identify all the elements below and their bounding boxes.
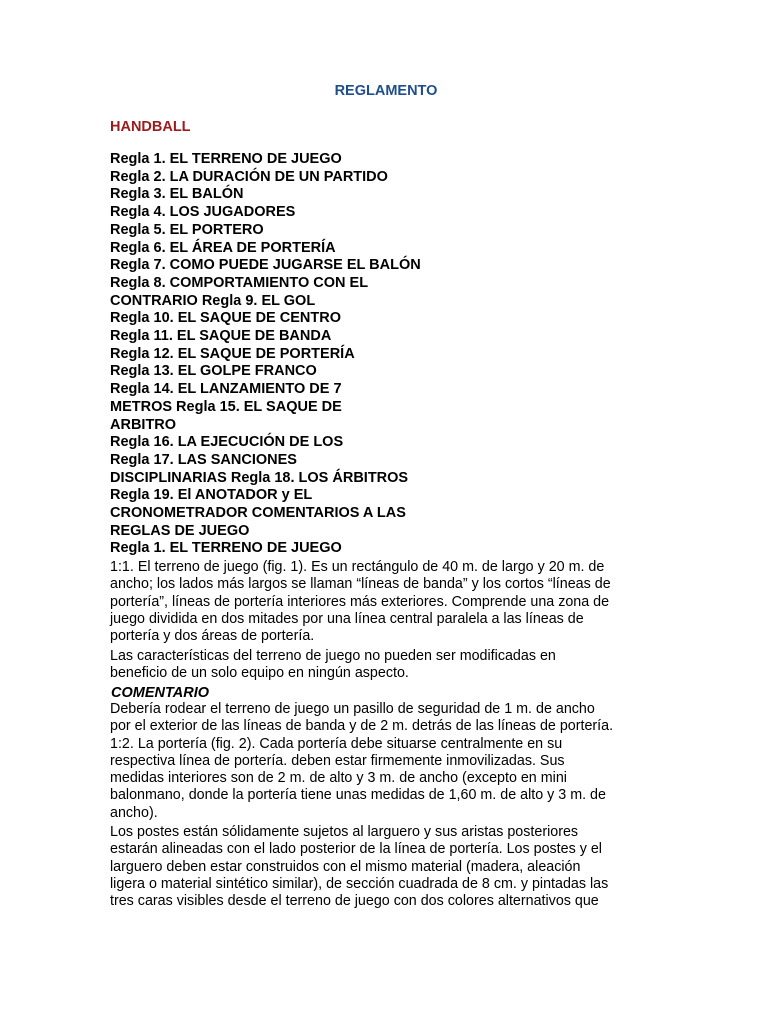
text-line: Debería rodear el terreno de juego un pasillo de seguridad de 1 m. de ancho [110,701,595,717]
text-line: tres caras visibles desde el terreno de juego con dos colores alternativos que [110,893,599,910]
paragraph-pasillo-porteria [110,701,658,822]
text-line: Los postes están sólidamente sujetos al larguero y sus aristas posteriores [110,824,579,840]
section-heading: HANDBALL [110,119,191,135]
rule-item: Regla 4. LOS JUGADORES [110,204,296,221]
rule-item: Regla 14. EL LANZAMIENTO DE 7 [110,381,342,398]
rule-item: ARBITRO [110,416,177,433]
paragraph-terreno [110,559,658,645]
document-title: REGLAMENTO [334,83,438,99]
text-line: Las características del terreno de juego no pueden ser modificadas en [110,648,556,664]
rule-item: Regla 1. EL TERRENO DE JUEGO [110,540,342,557]
text-line: 1:1. El terreno de juego (fig. 1). Es un rectángulo de 40 m. de largo y 20 m. de [110,559,605,575]
text-line: respectiva línea de portería. deben estar firmemente inmovilizadas. Sus [110,752,565,769]
rule-item: CRONOMETRADOR COMENTARIOS A LAS [110,505,406,522]
rule-item: Regla 6. EL ÁREA DE PORTERÍA [110,239,336,256]
text-line: ligera o material sintético similar), de sección cuadrada de 8 cm. y pintadas las [110,875,609,892]
text-line: portería y dos áreas de portería. [110,628,315,645]
rule-item: Regla 7. COMO PUEDE JUGARSE EL BALÓN [110,257,421,274]
rule-item: Regla 12. EL SAQUE DE PORTERÍA [110,345,355,362]
text-line: medidas interiores son de 2 m. de alto y 3 m. de ancho (excepto en mini [110,770,567,787]
rule-item: Regla 2. LA DURACIÓN DE UN PARTIDO [110,168,388,185]
rule-item: Regla 16. LA EJECUCIÓN DE LOS [110,434,344,451]
paragraph-caracteristicas [110,648,658,683]
text-line: por el exterior de las líneas de banda y de 2 m. detrás de las líneas de portería. [110,718,614,735]
paragraph-postes [110,824,658,910]
text-line: ancho; los lados más largos se llaman “líneas de banda” y los cortos “líneas de [110,576,611,593]
rule-item: Regla 13. EL GOLPE FRANCO [110,363,317,380]
rule-item: REGLAS DE JUEGO [110,522,250,539]
rule-item: Regla 19. El ANOTADOR y EL [110,487,313,504]
text-line: juego dividida en dos mitades por una línea central paralela a las líneas de [110,610,584,627]
text-line: balonmano, donde la portería tiene unas medidas de 1,60 m. de alto y 3 m. de [110,787,606,804]
rule-item: Regla 5. EL PORTERO [110,221,264,238]
rules-list [110,151,440,558]
text-line: 1:2. La portería (fig. 2). Cada portería debe situarse centralmente en su [110,735,563,752]
rule-item: CONTRARIO Regla 9. EL GOL [110,292,316,309]
comentario-heading: COMENTARIO [111,685,210,701]
rule-item: METROS Regla 15. EL SAQUE DE [110,398,342,415]
text-line: beneficio de un solo equipo en ningún aspecto. [110,665,409,682]
text-line: estarán alineadas con el lado posterior de la línea de portería. Los postes y el [110,841,602,858]
rule-item: Regla 1. EL TERRENO DE JUEGO [110,151,342,167]
rule-item: DISCIPLINARIAS Regla 18. LOS ÁRBITROS [110,469,409,486]
rule-item: Regla 11. EL SAQUE DE BANDA [110,328,332,345]
rule-item: Regla 17. LAS SANCIONES [110,451,297,468]
text-line: ancho). [110,804,158,821]
text-line: portería”, líneas de portería interiores más exteriores. Comprende una zona de [110,593,610,610]
rule-item: Regla 10. EL SAQUE DE CENTRO [110,310,341,327]
rule-item: Regla 3. EL BALÓN [110,186,244,203]
rule-item: Regla 8. COMPORTAMIENTO CON EL [110,274,369,291]
text-line: larguero deben estar construidos con el mismo material (madera, aleación [110,858,581,875]
